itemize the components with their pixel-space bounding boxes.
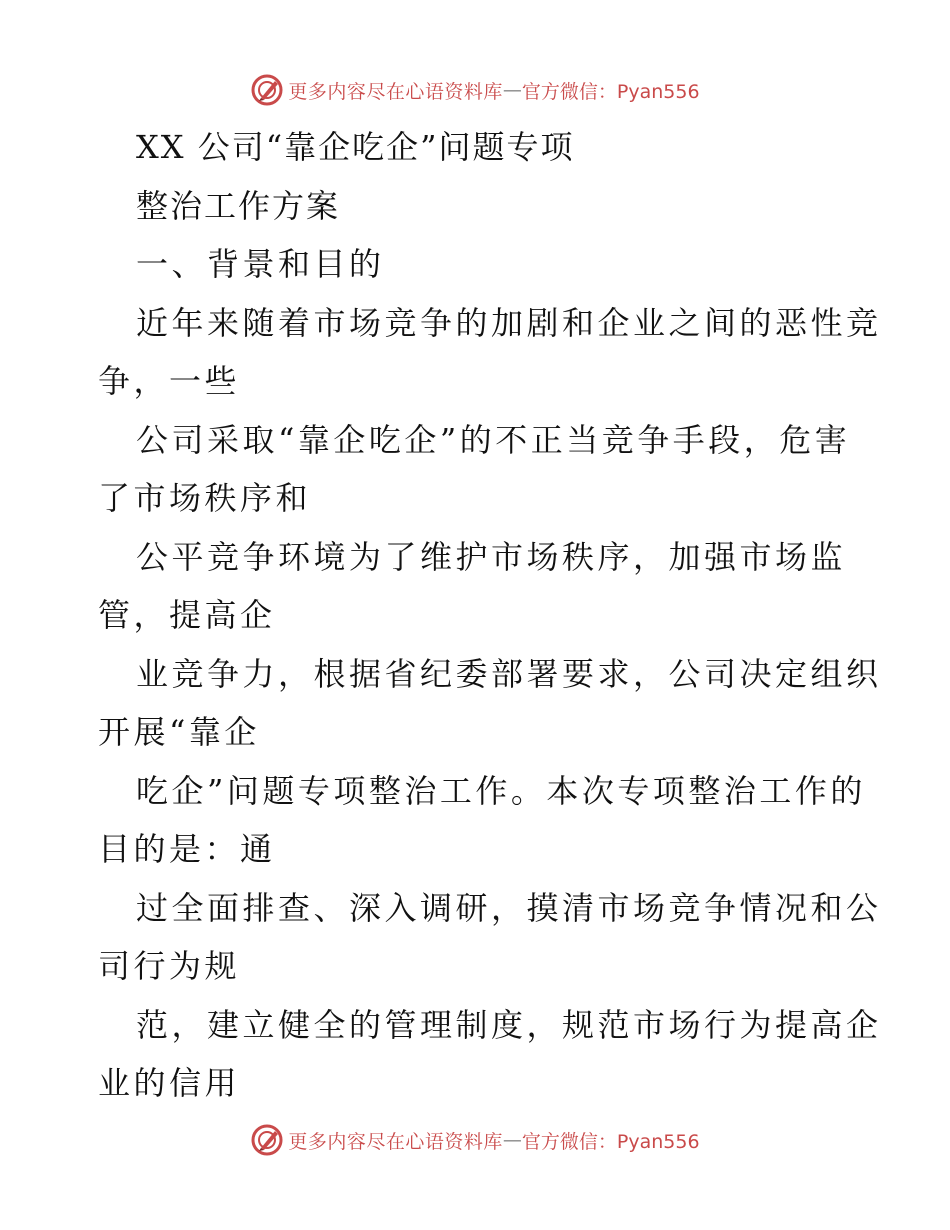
doc-title-line-2: 整治工作方案 — [136, 186, 341, 225]
body-line: 业的信用 — [98, 1064, 241, 1102]
body-line: 司行为规 — [98, 947, 241, 985]
body-line: 公平竞争环境为了维护市场秩序，加强市场监 — [136, 537, 847, 576]
body-line: 开展“靠企 — [98, 713, 260, 751]
body-line: 范，建立健全的管理制度，规范市场行为提高企 — [136, 1005, 882, 1044]
watermark-dash: — — [502, 79, 522, 101]
pen-logo-icon — [250, 1123, 284, 1157]
body-line: 目的是：通 — [98, 830, 276, 868]
body-line: 近年来随着市场竞争的加剧和企业之间的恶性竞 — [136, 303, 882, 342]
watermark-text: 更多内容尽在心语资料库 — [288, 1130, 503, 1153]
doc-title-line-1: XX 公司“靠企吃企”问题专项 — [136, 128, 575, 166]
watermark-dash: — — [502, 1129, 522, 1151]
body-line: 过全面排查、深入调研，摸清市场竞争情况和公 — [136, 888, 882, 927]
body-line: 业竞争力，根据省纪委部署要求，公司决定组织 — [136, 654, 882, 693]
body-line: 了市场秩序和 — [98, 479, 312, 517]
body-line: 管，提高企 — [98, 596, 276, 634]
body-line: 公司采取“靠企吃企”的不正当竞争手段，危害 — [136, 420, 851, 459]
body-line: 争，一些 — [98, 362, 241, 400]
document-body — [98, 118, 882, 1113]
watermark-contact: 官方微信：Pyan556 — [521, 1130, 700, 1153]
watermark-text: 更多内容尽在心语资料库 — [288, 80, 503, 103]
footer-watermark — [0, 1120, 950, 1160]
body-line: 吃企”问题专项整治工作。本次专项整治工作的 — [136, 771, 866, 810]
watermark-contact: 官方微信：Pyan556 — [521, 80, 700, 103]
header-watermark — [0, 70, 950, 110]
section-heading: 一、背景和目的 — [136, 245, 385, 283]
pen-logo-icon — [250, 73, 284, 107]
